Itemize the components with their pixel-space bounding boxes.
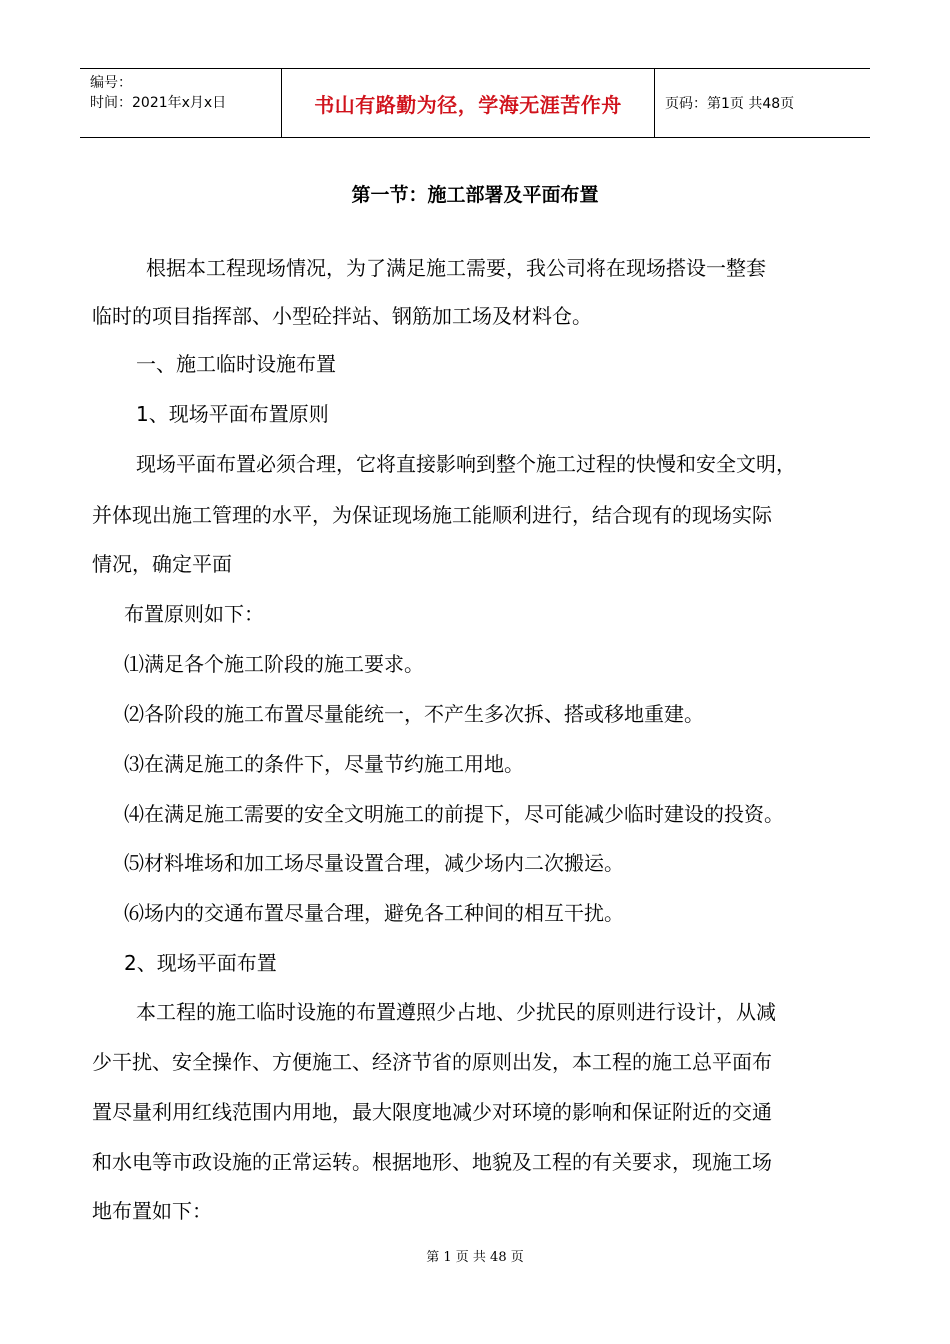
header-motto-cell [282,69,655,137]
paragraph-line: 布置原则如下： [124,602,264,626]
list-item: ⑷在满足施工需要的安全文明施工的前提下，尽可能减少临时建设的投资。 [124,802,784,826]
page-info: 页码：第1页 共48页 [665,96,795,112]
paragraph-line: 少干扰、安全操作、方便施工、经济节省的原则出发，本工程的施工总平面布 [92,1050,772,1074]
list-item: ⑴满足各个施工阶段的施工要求。 [124,652,424,676]
list-item: ⑹场内的交通布置尽量合理，避免各工种间的相互干扰。 [124,901,624,925]
list-item: ⑵各阶段的施工布置尽量能统一，不产生多次拆、搭或移地重建。 [124,702,704,726]
header-table [80,68,870,138]
header-info-cell [80,69,282,137]
paragraph-line: 情况，确定平面 [92,552,232,576]
paragraph-line: 和水电等市政设施的正常运转。根据地形、地貌及工程的有关要求，现施工场 [92,1150,772,1174]
paragraph-line: 并体现出施工管理的水平，为保证现场施工能顺利进行，结合现有的现场实际 [92,503,772,527]
list-item: ⑶在满足施工的条件下，尽量节约施工用地。 [124,752,524,776]
paragraph-line: 本工程的施工临时设施的布置遵照少占地、少扰民的原则进行设计，从减 [136,1000,776,1024]
paragraph-line: 现场平面布置必须合理，它将直接影响到整个施工过程的快慢和安全文明， [136,452,796,476]
time-label: 时间：2021年x月x日 [90,95,227,111]
list-item: ⑸材料堆场和加工场尽量设置合理，减少场内二次搬运。 [124,851,624,875]
heading-line: 1、现场平面布置原则 [136,402,329,426]
number-label: 编号： [90,75,132,91]
motto: 书山有路勤为径，学海无涯苦作舟 [314,92,622,117]
section-title: 第一节：施工部署及平面布置 [351,184,599,206]
paragraph-line: 地布置如下： [92,1199,212,1223]
paragraph-line: 根据本工程现场情况，为了满足施工需要，我公司将在现场搭设一整套 [146,256,766,280]
paragraph-line: 临时的项目指挥部、小型砼拌站、钢筋加工场及材料仓。 [92,304,592,328]
heading-line: 2、现场平面布置 [124,951,277,975]
heading-line: 一、施工临时设施布置 [136,352,336,376]
page-footer: 第 1 页 共 48 页 [426,1250,524,1265]
header-page-cell [655,69,870,137]
paragraph-line: 置尽量利用红线范围内用地，最大限度地减少对环境的影响和保证附近的交通 [92,1100,772,1124]
